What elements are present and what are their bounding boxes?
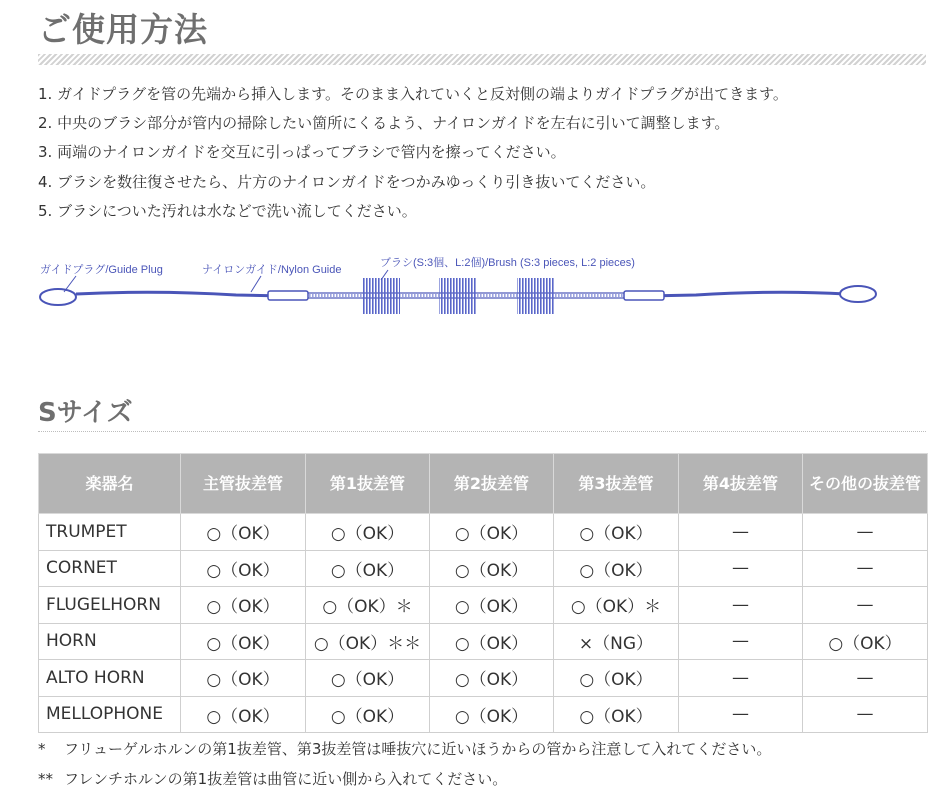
table-cell: ○（OK） <box>181 696 306 733</box>
header-cell: 第2抜差管 <box>430 454 554 514</box>
table-cell: ○（OK） <box>554 660 679 697</box>
header-cell: 楽器名 <box>39 454 181 514</box>
table-cell: ○（OK） <box>306 514 430 551</box>
header-cell: その他の抜差管 <box>803 454 928 514</box>
table-cell: ○（OK） <box>430 623 554 660</box>
table-row <box>39 660 928 697</box>
title-divider <box>38 54 926 65</box>
table-cell: — <box>679 696 803 733</box>
page-title: ご使用方法 <box>38 10 208 49</box>
table-row <box>39 587 928 624</box>
table-cell: ○（OK） <box>181 587 306 624</box>
brush-diagram <box>36 250 886 320</box>
section-divider <box>38 431 926 432</box>
footnote-text: フリューゲルホルンの第1抜差管、第3抜差管は唾抜穴に近いほうからの管から注意して入れてください。 <box>64 740 772 758</box>
table-cell: ○（OK）＊ <box>306 587 430 624</box>
brush-1-icon <box>362 278 400 314</box>
step-item: 5. ブラシについた汚れは水などで洗い流してください。 <box>38 201 417 220</box>
table-cell: ○（OK） <box>306 696 430 733</box>
brush-2-icon <box>439 278 477 314</box>
table-cell: ○（OK） <box>181 514 306 551</box>
instrument-name: MELLOPHONE <box>39 696 181 733</box>
step-item: 2. 中央のブラシ部分が管内の掃除したい箇所にくるよう、ナイロンガイドを左右に引いて調整します。 <box>38 114 730 133</box>
table-cell: ○（OK） <box>181 660 306 697</box>
header-cell: 第3抜差管 <box>554 454 679 514</box>
instrument-name: HORN <box>39 623 181 660</box>
footnote-mark: * <box>38 740 46 758</box>
step-item: 4. ブラシを数往復させたら、片方のナイロンガイドをつかみゆっくり引き抜いてください。 <box>38 172 656 191</box>
table-cell: ○（OK） <box>430 587 554 624</box>
guide-plug-right-icon <box>840 286 876 302</box>
ferrule-left <box>268 291 308 300</box>
table-cell: ○（OK） <box>430 514 554 551</box>
table-cell: — <box>803 660 928 697</box>
step-item: 1. ガイドプラグを管の先端から挿入します。そのまま入れていくと反対側の端よりガイドプラグが出てきます。 <box>38 85 788 103</box>
header-cell: 第1抜差管 <box>306 454 430 514</box>
brush-3-icon <box>517 278 555 314</box>
table-cell: — <box>679 623 803 660</box>
instrument-name: TRUMPET <box>39 514 181 551</box>
table-cell: — <box>803 514 928 551</box>
table-cell: ○（OK） <box>554 696 679 733</box>
instrument-name: CORNET <box>39 550 181 587</box>
table-cell: — <box>803 587 928 624</box>
table-cell: ○（OK）＊＊ <box>306 623 430 660</box>
header-cell: 主管抜差管 <box>181 454 306 514</box>
table-cell: ○（OK） <box>554 550 679 587</box>
table-cell: ○（OK） <box>181 550 306 587</box>
table-cell: ○（OK） <box>803 623 928 660</box>
table-cell: ○（OK） <box>181 623 306 660</box>
section-title-s-size: Sサイズ <box>38 398 133 428</box>
table-cell: ×（NG） <box>554 623 679 660</box>
usage-steps <box>38 80 788 226</box>
compatibility-table <box>38 453 928 733</box>
table-row <box>39 696 928 733</box>
table-row <box>39 514 928 551</box>
table-header-row <box>39 454 928 514</box>
table-row <box>39 623 928 660</box>
table-cell: ○（OK）＊ <box>554 587 679 624</box>
instrument-name: FLUGELHORN <box>39 587 181 624</box>
table-cell: — <box>679 550 803 587</box>
footnote-text: フレンチホルンの第1抜差管は曲管に近い側から入れてください。 <box>64 770 508 788</box>
table-cell: — <box>803 696 928 733</box>
step-item: 3. 両端のナイロンガイドを交互に引っぱってブラシで管内を擦ってください。 <box>38 143 566 162</box>
table-cell: — <box>679 514 803 551</box>
label-nylon-guide: ナイロンガイド/Nylon Guide <box>202 264 342 276</box>
table-cell: — <box>803 550 928 587</box>
footnote-1 <box>38 738 771 759</box>
table-cell: — <box>679 660 803 697</box>
instrument-name: ALTO HORN <box>39 660 181 697</box>
table-cell: ○（OK） <box>306 550 430 587</box>
table-cell: ○（OK） <box>306 660 430 697</box>
footnote-mark: ** <box>38 770 53 788</box>
table-cell: ○（OK） <box>430 550 554 587</box>
nylon-guide-right <box>646 292 846 296</box>
guide-plug-left-icon <box>40 289 76 305</box>
table-cell: ○（OK） <box>430 660 554 697</box>
table-cell: — <box>679 587 803 624</box>
label-brush: ブラシ(S:3個、L:2個)/Brush (S:3 pieces, L:2 pieces) <box>380 257 635 269</box>
table-cell: ○（OK） <box>430 696 554 733</box>
table-cell: ○（OK） <box>554 514 679 551</box>
ferrule-right <box>624 291 664 300</box>
header-cell: 第4抜差管 <box>679 454 803 514</box>
footnote-2 <box>38 768 507 789</box>
nylon-guide-left <box>76 292 286 296</box>
label-guide-plug: ガイドプラグ/Guide Plug <box>40 264 163 276</box>
table-row <box>39 550 928 587</box>
